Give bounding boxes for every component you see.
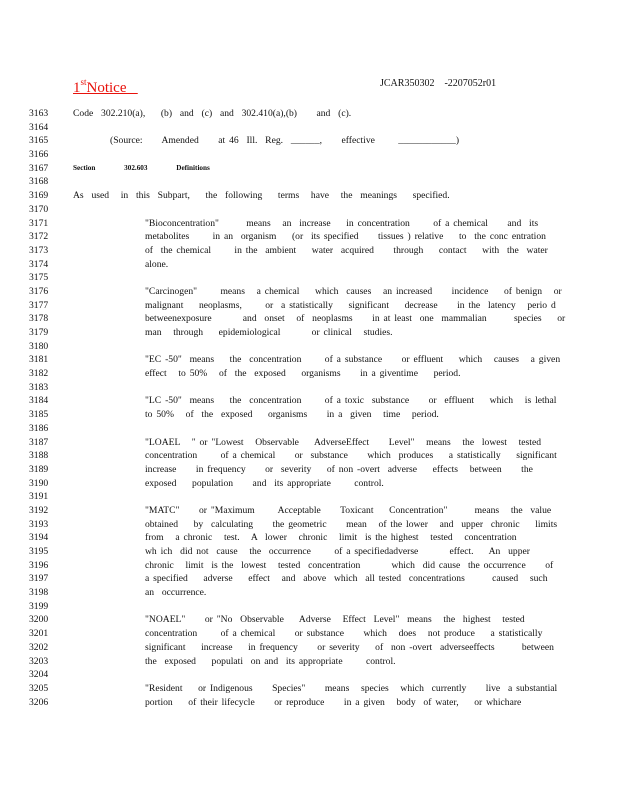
line-number: 3164 — [29, 121, 49, 133]
line-number: 3174 — [29, 258, 49, 270]
document-line — [0, 189, 618, 203]
document-line — [0, 613, 618, 627]
line-number: 3180 — [29, 340, 49, 352]
document-line — [0, 696, 618, 710]
line-text: significant increase in frequency or severity of non -overt adverseeffects between — [145, 641, 554, 653]
line-number: 3198 — [29, 587, 49, 599]
document-line — [0, 367, 618, 381]
line-text: "EC -50" means the concentration of a substance or effluent which causes a given — [145, 354, 561, 366]
document-line — [0, 422, 618, 436]
line-number: 3177 — [29, 299, 49, 311]
line-number: 3203 — [29, 655, 49, 667]
line-number: 3202 — [29, 641, 49, 653]
line-number: 3172 — [29, 231, 49, 243]
document-line — [0, 299, 618, 313]
document-line — [0, 285, 618, 299]
line-number: 3194 — [29, 532, 49, 544]
document-id: JCAR350302 -2207052r01 — [380, 78, 497, 89]
document-line — [0, 148, 618, 162]
document-line — [0, 258, 618, 272]
line-text: exposed population and its appropriate control. — [145, 477, 384, 489]
document-line — [0, 121, 618, 135]
line-text: a specified adverse effect and above which all tested concentrations caused such — [145, 573, 548, 585]
line-text: "Carcinogen" means a chemical which causes an increased incidence of benign or — [145, 285, 562, 297]
document-line — [0, 490, 618, 504]
document-line — [0, 436, 618, 450]
line-number: 3199 — [29, 600, 49, 612]
document-line — [0, 531, 618, 545]
document-line — [0, 408, 618, 422]
line-number: 3181 — [29, 354, 49, 366]
line-text: "LC -50" means the concentration of a toxic substance or effluent which is lethal — [145, 395, 557, 407]
line-text: from a chronic test. A lower chronic limit is the highest tested concentration — [145, 532, 517, 544]
line-number: 3186 — [29, 422, 49, 434]
line-number: 3193 — [29, 518, 49, 530]
line-number: 3165 — [29, 135, 49, 147]
document-line — [0, 504, 618, 518]
document-line — [0, 463, 618, 477]
line-text: "LOAEL " or "Lowest Observable AdverseEffect Level" means the lowest tested — [145, 436, 542, 448]
line-text: increase in frequency or severity of non -overt adverse effects between the — [145, 463, 533, 475]
document-line — [0, 586, 618, 600]
line-text: concentration of a chemical or substance which produces a statistically significant — [145, 450, 557, 462]
document-line — [0, 572, 618, 586]
line-text: obtained by calculating the geometric mean of the lower and upper chronic limits — [145, 518, 558, 530]
line-number: 3187 — [29, 436, 49, 448]
line-text: metabolites in an organism (or its specified tissues ) relative to the conc entration — [145, 231, 546, 243]
line-number: 3178 — [29, 313, 49, 325]
line-number: 3188 — [29, 450, 49, 462]
document-line — [0, 668, 618, 682]
line-text: of the chemical in the ambient water acquired through contact with the water — [145, 244, 548, 256]
document-line — [0, 353, 618, 367]
line-number: 3189 — [29, 463, 49, 475]
line-number: 3184 — [29, 395, 49, 407]
document-line — [0, 217, 618, 231]
document-line — [0, 449, 618, 463]
document-line — [0, 203, 618, 217]
line-number: 3195 — [29, 546, 49, 557]
notice-label: 1stNotice — [73, 77, 127, 96]
line-number: 3179 — [29, 327, 49, 338]
document-line — [0, 312, 618, 326]
line-number: 3185 — [29, 409, 49, 421]
line-text: "Resident or Indigenous Species" means species which currently live a substantial — [145, 682, 558, 694]
line-text: effect to 50% of the exposed organisms in a giventime period. — [145, 368, 461, 380]
line-number: 3200 — [29, 614, 49, 626]
line-number: 3169 — [29, 190, 49, 202]
line-number: 3168 — [29, 176, 49, 188]
line-number: 3183 — [29, 381, 49, 393]
document-line — [0, 682, 618, 696]
document-line — [0, 627, 618, 641]
line-number: 3173 — [29, 244, 49, 256]
line-text: to 50% of the exposed organisms in a given time period. — [145, 409, 439, 421]
line-number: 3206 — [29, 696, 49, 708]
document-line — [0, 340, 618, 354]
line-text: betweenexposure and onset of neoplasms in at least one mammalian species or — [145, 313, 566, 325]
document-line — [0, 271, 618, 285]
document-line — [0, 107, 618, 121]
document-line — [0, 244, 618, 258]
document-line — [0, 641, 618, 655]
line-number: 3190 — [29, 477, 49, 489]
line-text: concentration of a chemical or substance which does not produce a statistically — [145, 628, 543, 640]
line-number: 3201 — [29, 628, 49, 640]
line-text: Section 302.603 Definitions — [73, 163, 210, 172]
line-text: the exposed populati on and its appropriate control. — [145, 655, 396, 667]
line-text: "NOAEL" or "No Observable Adverse Effect Level" means the highest tested — [145, 614, 525, 626]
line-text: portion of their lifecycle or reproduce in a given body of water, or whichare — [145, 696, 522, 708]
line-text: an occurrence. — [145, 587, 207, 599]
line-text: man through epidemiological or clinical studies. — [145, 327, 393, 338]
line-text: "Bioconcentration" means an increase in concentration of a chemical and its — [145, 217, 539, 229]
document-line — [0, 381, 618, 395]
line-number: 3170 — [29, 203, 49, 215]
line-number: 3163 — [29, 108, 49, 119]
document-body — [0, 107, 618, 709]
line-number: 3192 — [29, 504, 49, 516]
line-text: As used in this Subpart, the following terms have the meanings specified. — [73, 190, 450, 202]
line-number: 3204 — [29, 669, 49, 681]
document-line — [0, 394, 618, 408]
line-number: 3205 — [29, 682, 49, 694]
document-line — [0, 518, 618, 532]
line-number: 3182 — [29, 368, 49, 380]
line-number: 3175 — [29, 272, 49, 284]
document-line — [0, 600, 618, 614]
document-line — [0, 162, 618, 176]
line-number: 3191 — [29, 491, 49, 503]
document-line — [0, 655, 618, 669]
document-line — [0, 559, 618, 573]
document-line — [0, 545, 618, 559]
document-line — [0, 134, 618, 148]
document-line — [0, 477, 618, 491]
line-text: (Source: Amended at 46 Ill. Reg. ______, effective ____________) — [110, 135, 460, 147]
line-number: 3197 — [29, 573, 49, 585]
line-text: malignant neoplasms, or a statistically significant decrease in the latency perio d — [145, 299, 556, 311]
line-text: chronic limit is the lowest tested concentration which did cause the occurrence of — [145, 559, 554, 571]
line-text: Code 302.210(a), (b) and (c) and 302.410(a),(b) and (c). — [73, 108, 352, 119]
document-line — [0, 326, 618, 340]
line-text: "MATC" or "Maximum Acceptable Toxicant Concentration" means the value — [145, 504, 552, 516]
line-text: wh ich did not cause the occurrence of a specifiedadverse effect. An upper — [145, 546, 530, 557]
line-number: 3171 — [29, 217, 49, 229]
line-number: 3196 — [29, 559, 49, 571]
document-line — [0, 230, 618, 244]
line-text: alone. — [145, 258, 169, 270]
line-number: 3176 — [29, 285, 49, 297]
line-number: 3167 — [29, 162, 49, 174]
document-line — [0, 175, 618, 189]
line-number: 3166 — [29, 149, 49, 161]
